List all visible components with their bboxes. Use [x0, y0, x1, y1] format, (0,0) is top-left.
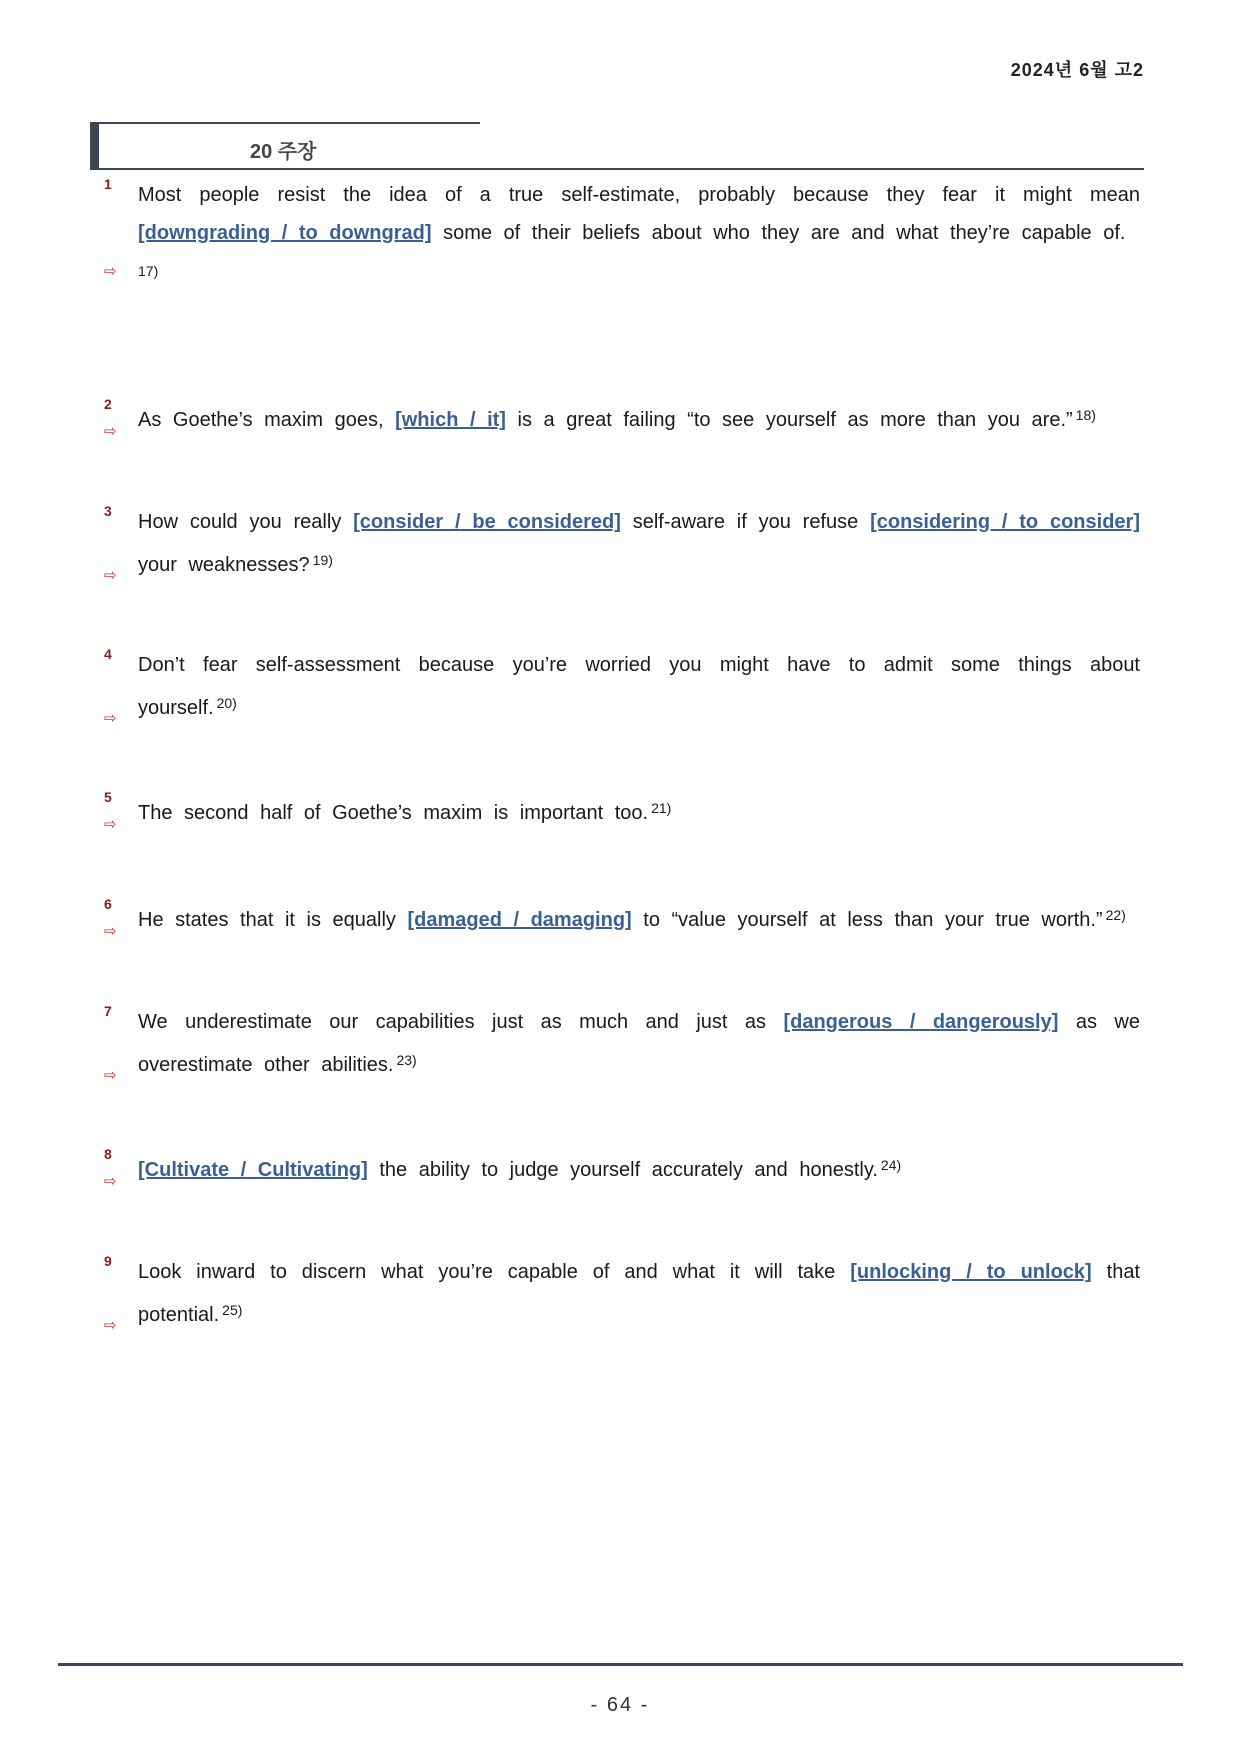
footnote-ref: 18): [1075, 407, 1096, 423]
choice-blank[interactable]: [downgrading / to downgrad]: [138, 222, 432, 244]
sentence-text: Look inward to discern what you’re capable of and what it will take [unlocking / to unlock] that potential. $^{25)}$: [138, 1261, 1140, 1326]
footnote-ref: 23): [396, 1052, 417, 1068]
answer-arrow-icon: ⇨: [104, 1317, 117, 1334]
choice-blank[interactable]: [which / it]: [395, 409, 506, 431]
sentence-text: As Goethe’s maxim goes, [which / it] is a great failing “to see yourself as more than you are.” $^{18)}$: [138, 407, 1096, 431]
sentence-number: 1: [104, 176, 112, 192]
answer-arrow-icon: ⇨: [104, 263, 117, 280]
sentence-text: The second half of Goethe’s maxim is important too. $^{21)}$: [138, 800, 672, 824]
sentence-item: [104, 1146, 1140, 1189]
sentence-item: [104, 1003, 1140, 1084]
sentence-text: Don’t fear self-assessment because you’re worried you might have to admit some things about yourself. $^{20)}$: [138, 654, 1140, 719]
sentence-text: We underestimate our capabilities just as much and just as [dangerous / dangerously] as we overestimate other abilities. $^{23)}$: [138, 1011, 1140, 1076]
sentence-item: [104, 1253, 1140, 1334]
sentence-text: How could you really [consider / be considered] self-aware if you refuse [considering / to consider] your weaknesses? $^{19)}$: [138, 511, 1140, 576]
sentence-item: [104, 789, 1140, 832]
header-date: 2024년 6월 고2: [1010, 60, 1144, 80]
footer-rule: [58, 1663, 1183, 1666]
footnote-ref: 19): [312, 552, 333, 568]
sentence-text: [Cultivate / Cultivating] the ability to judge yourself accurately and honestly. $^{24)}$: [138, 1157, 902, 1181]
sentence-item: [104, 646, 1140, 727]
sentence-number: 3: [104, 503, 112, 519]
sentence-number: 8: [104, 1146, 112, 1162]
answer-arrow-icon: ⇨: [104, 1173, 117, 1190]
choice-blank[interactable]: [damaged / damaging]: [407, 909, 632, 931]
sentence-number: 7: [104, 1003, 112, 1019]
sentence-text: Most people resist the idea of a true self-estimate, probably because they fear it might mean [downgrading / to downgrad] some of their beliefs about who they are and what they’re capable of. $^{17)}$: [138, 184, 1140, 279]
sentence-item: [104, 896, 1140, 939]
answer-arrow-icon: ⇨: [104, 423, 117, 440]
sentence-number: 6: [104, 896, 112, 912]
footnote-ref: 20): [216, 695, 237, 711]
choice-blank[interactable]: [dangerous / dangerously]: [783, 1011, 1059, 1033]
choice-blank[interactable]: [unlocking / to unlock]: [850, 1261, 1092, 1283]
section-title-box: [90, 122, 1144, 170]
sentence-number: 9: [104, 1253, 112, 1269]
sentence-text: He states that it is equally [damaged / damaging] to “value yourself at less than your true worth.” $^{22)}$: [138, 907, 1126, 931]
answer-arrow-icon: ⇨: [104, 923, 117, 940]
page-number: - 64 -: [590, 1694, 650, 1716]
sentence-item: [104, 396, 1140, 439]
footnote-ref: 17): [138, 263, 159, 279]
footnote-ref: 25): [222, 1302, 243, 1318]
footnote-ref: 22): [1105, 907, 1126, 923]
footnote-ref: 24): [880, 1157, 902, 1173]
choice-blank[interactable]: [consider / be considered]: [353, 511, 621, 533]
answer-arrow-icon: ⇨: [104, 710, 117, 727]
sentence-number: 2: [104, 396, 112, 412]
sentence-number: 5: [104, 789, 112, 805]
section-title: 20 주장: [250, 141, 317, 163]
answer-arrow-icon: ⇨: [104, 1067, 117, 1084]
answer-arrow-icon: ⇨: [104, 816, 117, 833]
sentence-number: 4: [104, 646, 112, 662]
choice-blank[interactable]: [Cultivate / Cultivating]: [138, 1159, 368, 1181]
sentence-item: [104, 503, 1140, 584]
answer-arrow-icon: ⇨: [104, 567, 117, 584]
choice-blank[interactable]: [considering / to consider]: [870, 511, 1140, 533]
sentence-item: [104, 176, 1140, 295]
footnote-ref: 21): [651, 800, 672, 816]
